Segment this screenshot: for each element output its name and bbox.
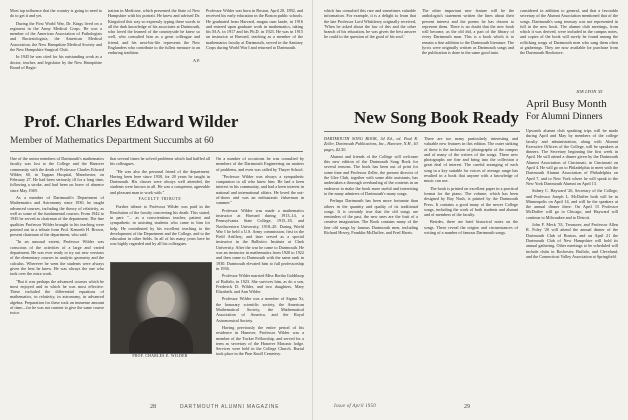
top-paragraph: During the First World War, Dr. Kings lived on a regiment in the Army Medical Corps. He was a member of the American Association of Pathologists and Bacteriologists, the American Medical Association, the New Hampshire Medical Society and the New Hampshire Surgical Club. bbox=[10, 20, 102, 53]
article-paragraph: There are too many particularly interesting and valuable new features in this edition. The outer striking of these is the inclusion of photographs of the campus and of many of the writers of the songs. These new photographs are fine and bring into the collection a great deal of interest. The careful arranging of each song in a key suitable for voices of average range has resulted in a book that anyone with a knowledge of music can use. bbox=[424, 136, 518, 184]
divider bbox=[324, 131, 520, 132]
article-subtitle: Member of Mathematics Department Succumbs at 60 bbox=[10, 136, 214, 146]
sidebar-subtitle: For Alumni Dinners bbox=[526, 112, 603, 122]
top-column-2 bbox=[422, 8, 514, 96]
sidebar-column bbox=[526, 128, 618, 398]
top-column-3 bbox=[520, 8, 618, 88]
author-signature: JOE LYON '41 bbox=[576, 89, 603, 94]
portrait-photo bbox=[110, 262, 212, 354]
magazine-footer: DARTMOUTH ALUMNI MAGAZINE bbox=[180, 404, 280, 410]
article-paragraph: "But it was perhaps the advanced courses which he most enjoyed and in which he was most effective. These included the differential equations of mathematics, in relativity, in astronomy, in advanced algebra. Preparation for these took an immense amount of time—for he was not content to give the same course twice. bbox=[10, 278, 104, 316]
photo-caption: PROF. CHARLES E. WILDER bbox=[132, 354, 188, 358]
sidebar-title: April Busy Month bbox=[526, 98, 607, 110]
songbook-column-2 bbox=[424, 136, 518, 398]
article-paragraph: "He was also the personal friend of the department. Having been here since 1930, for 20 years he taught in Dartmouth. His classes were always well attended, the students were known to all. He was a competent, agreeable and pleasant man to work with." bbox=[110, 168, 210, 195]
article-paragraph: Perhaps Dartmouth has been more fortunate than others in the quantity and quality of its traditional songs. It is certainly true that the old songs are reminders of the past, the new ones are the fruit of a creative imagination. The Book contains many of the fine old songs by famous Dartmouth men, including Richard Hovey, Franklin McDuffee, and Fred Harris. bbox=[324, 198, 418, 236]
article-column-2-top bbox=[110, 156, 210, 260]
portrait-body bbox=[129, 317, 193, 353]
top-column-2 bbox=[108, 8, 200, 106]
page-number: 29 bbox=[464, 404, 470, 410]
article-paragraph: Alumni and friends of the College will welcome this new edition of the Dartmouth Song Book for several reasons. The book has been out of print for some time and Professor Zeller, the present director of the Glee Club, together with some able assistants, has undertaken a thorough overhauling of the contents in an endeavor to make the book more useful and interesting to the many admirers of Dartmouth's many songs. bbox=[324, 153, 418, 196]
top-paragraph: The other important new feature will be the anthologist's statement written the lines about their present interest and the poems he has chosen to represent them. There is no doubt that the new book will become, as the old did, a part of the library of every Dartmouth man. This is a book which is to remain a fine addition to the Dartmouth literature. The lyrics were originally written as Dartmouth songs and the publication is done in the same good taste. bbox=[422, 8, 514, 56]
page-number: 28 bbox=[150, 404, 156, 410]
portrait-face bbox=[147, 281, 175, 317]
article-paragraph: Professor Wilder was made a mathematics instructor at Harvard during 1913–14, a Pennsylvania State College, 1915–18, and Northwestern University, 1918–20. During World War I he held a U.S. Army commission, first in the Field Artillery, and later served as a special instructor in the Ballistics Institute at Clark University. After the war he came to Dartmouth. He was an instructor in mathematics from 1920 to 1922 and then came to Dartmouth with the same rank in 1930. Dartmouth elevated him to full professorship in 1936. bbox=[216, 207, 304, 271]
top-paragraph: which has consulted this rare and sometimes valuable information. For example, it is a delight to learn that the late Professor Lord Whittlesey originally received, 'When he asked about the law of this and the other branch of his education, he was given the best answer he could to the question of the good of his soul.' bbox=[324, 8, 416, 40]
article-paragraph: One of the senior members of Dartmouth's mathematics faculty was lost to the College and the Hanover community with the death of Professor Charles Edward Wilder, 60, in Tappan Hospital, Manchester, on February 27. He had been seriously ill for a long time, following a stroke, and had been on leave of absence since May 1949. bbox=[10, 156, 104, 193]
article-column-3 bbox=[216, 156, 304, 398]
songbook-column-1 bbox=[324, 136, 418, 398]
article-paragraph: As a member of Dartmouth's Department of Mathematics and Astronomy since 1930, he taught advanced courses, including the theory of relativity, as well as some of the fundamental courses. From 1942 to 1945 he served as chairman of the department. The fine qualities Professor Wilder brought to his teaching were pointed out in a tribute from Prof. Kenneth H. Brown, present chairman of the department, who said: bbox=[10, 195, 104, 238]
article-paragraph: Further tribute to Professor Wilder was paid in the Resolution of the faculty concerning his death. This stated, in part: "... as a conscientious teacher, patient and sympathetic in assisting students who came to him for help. He contributed by his excellent teaching to the development of the Department and the College, and to the education in other fields. In all of his many years here he was highly regarded and by all his colleagues. bbox=[110, 204, 210, 247]
top-paragraph: In 1945 he was cited for his outstanding work as a doctor, teacher, and legislator by the New Hampshire Board of Regis- bbox=[10, 54, 102, 70]
top-column-1 bbox=[324, 8, 416, 96]
sidebar-paragraph: John F. Meck '33, Treasurer, and Professor Allen R. Foley '20 will attend the annual dinner of the Dartmouth Club of Boston, and on April 21 the Dartmouth Club of New Hampshire will hold its annual gathering. Other meetings to be scheduled will include clubs in Rochester, Buffalo, and Cleveland, and the Connecticut Valley Association at Springfield. bbox=[526, 222, 618, 259]
article-paragraph: that several times he solved problems which had baffled all his colleagues. bbox=[110, 156, 210, 167]
article-paragraph: "In an unusual extent, Professor Wilder was conscious of the activities of a large and varied department. He was ever ready to try out new versions of the elementary courses in analytic geometry and the calculus. Wherever he went the students were always given the best he knew. He was always the one who took over the extra work. bbox=[10, 239, 104, 277]
right-page bbox=[314, 0, 628, 420]
top-paragraph: tration in Medicine, which presented the State of New Hampshire with his portrait. He knew and advised Dr. Kingsford this way so expressly typing these words to all the dark knowledge of his associates at Dartmouth, who loved the learned of the countryside he knew so well, who consulted him as a great colleague and friend, and his next-his-life represents the New Englanders who contribute to the fullest measure to an enduring tradition. bbox=[108, 8, 200, 56]
article-title: New Song Book Ready bbox=[354, 108, 519, 127]
left-page bbox=[0, 0, 313, 420]
top-column-1 bbox=[10, 8, 102, 106]
article-paragraph: Besides, there are brief historical notes on the songs. These reveal the origins and circumstances of writing of a number of famous Dartmouth songs. bbox=[424, 219, 518, 236]
article-paragraph: Professor Wilder was a member of Sigma Xi, the honorary scientific society, the American Mathematical Society, the Mathematical Association of America, and the Royal Astronomical Society. bbox=[216, 296, 304, 323]
article-paragraph: The book is printed on excellent paper in a practical format for the piano. The volume, which has been designed by Ray Nash, is printed by the Dartmouth Press. It contains a good many of the newer College songs, including the work of both students and alumni and of members of the faculty. bbox=[424, 185, 518, 218]
article-paragraph: On a number of occasions he was consulted by members of the Dartmouth Engineering on matters of problems, and even was called by Thayer School. bbox=[216, 156, 304, 172]
top-paragraph: Most top influence that the country is going to need to do to get it and yet. bbox=[10, 8, 102, 19]
divider bbox=[10, 151, 303, 152]
author-initials: A.P. bbox=[193, 57, 200, 63]
top-paragraph: considered in addition to general, and that a favorable secretary of the Alumni Association mentioned that of the songs. Dartmouth's song treasury was not represented in full in the new book. The alumni club meetings, from which it was derived, were included in the campus notes, and copies of the book will surely be found among the rollicking songs of Dartmouth men who sang them often at gatherings. They are now available for purchase from the Dartmouth Bookstore. bbox=[520, 8, 618, 56]
article-title: Prof. Charles Edward Wilder bbox=[24, 112, 239, 131]
sidebar-paragraph: Sidney C. Hayward '26, Secretary of the College, and Professor Joseph L. McDuffee both will be in Minneapolis on April 14, and will be the speakers at the annual dinner there. On April 15 Professor McDuffee will go to Chicago, and Hayward will continue to Milwaukee and to Detroit. bbox=[526, 188, 618, 220]
article-paragraph: Having previously the entire period of his residence in Hanover, Professor Wilder was a member of the Tucker Fellowship, and served for a term as secretary of the Hanover Masonic lodge. Services were held in the College Church. Burial took place in the Pine Knoll Cemetery. bbox=[216, 324, 304, 357]
top-column-3 bbox=[206, 8, 303, 106]
article-paragraph: Professor Wilder married Miss Bertha Goldthorp of Buffalo, in 1923. She survives him, as do a son, Frederick D. Wilder, and two daughters, Mary Elizabeth, and Ann Wilder. bbox=[216, 273, 304, 295]
issue-footer: Issue of April 1950 bbox=[334, 404, 376, 409]
book-citation: DARTMOUTH SONG BOOK, 3d Ed., ed. Paul R. Zeller, Dartmouth Publications, Inc., Hanover, N.H., 63 pages, $2.50. bbox=[324, 136, 418, 152]
article-column-1 bbox=[10, 156, 104, 396]
sidebar-paragraph: Upwards alumni club speaking trips will be made during April and May by members of the college faculty and administration, along with Alumni Executive Officers of the College, will be speakers at dinners. The Secretary beginning the first week in April. He will attend a dinner given by the Dartmouth Alumni Association of Cincinnati, in Cincinnati on April 4. He will go on to Philadelphia to meet with the Dartmouth Alumni Association of Philadelphia on April 7, and to New York where he will speak to the New York Dartmouth Alumni on April 13. bbox=[526, 128, 618, 186]
article-paragraph: "Professor Wilder was always a sympathetic companion to all who knew him. He had a keen interest in his community, and had a keen interest in national and international affairs. He loved the out-of-doors and was an enthusiastic fisherman in summer." bbox=[216, 173, 304, 206]
section-heading: FACULTY TRIBUTE bbox=[138, 197, 182, 202]
top-paragraph: Professor Wilder was born in Boston, April 20, 1892, and received his early education in the Boston public schools. He graduated from Harvard, magna cum laude, in 1916 and entered upon graduate work in mathematics, taking his M.A. in 1917 and his Ph.D. in 1923. He was in 1915 an instructor at Harvard, teaching as a member of the mathematics faculty at Dartmouth, served in the Sanitary Corps during World War I and returned to Dartmouth. bbox=[206, 8, 303, 51]
